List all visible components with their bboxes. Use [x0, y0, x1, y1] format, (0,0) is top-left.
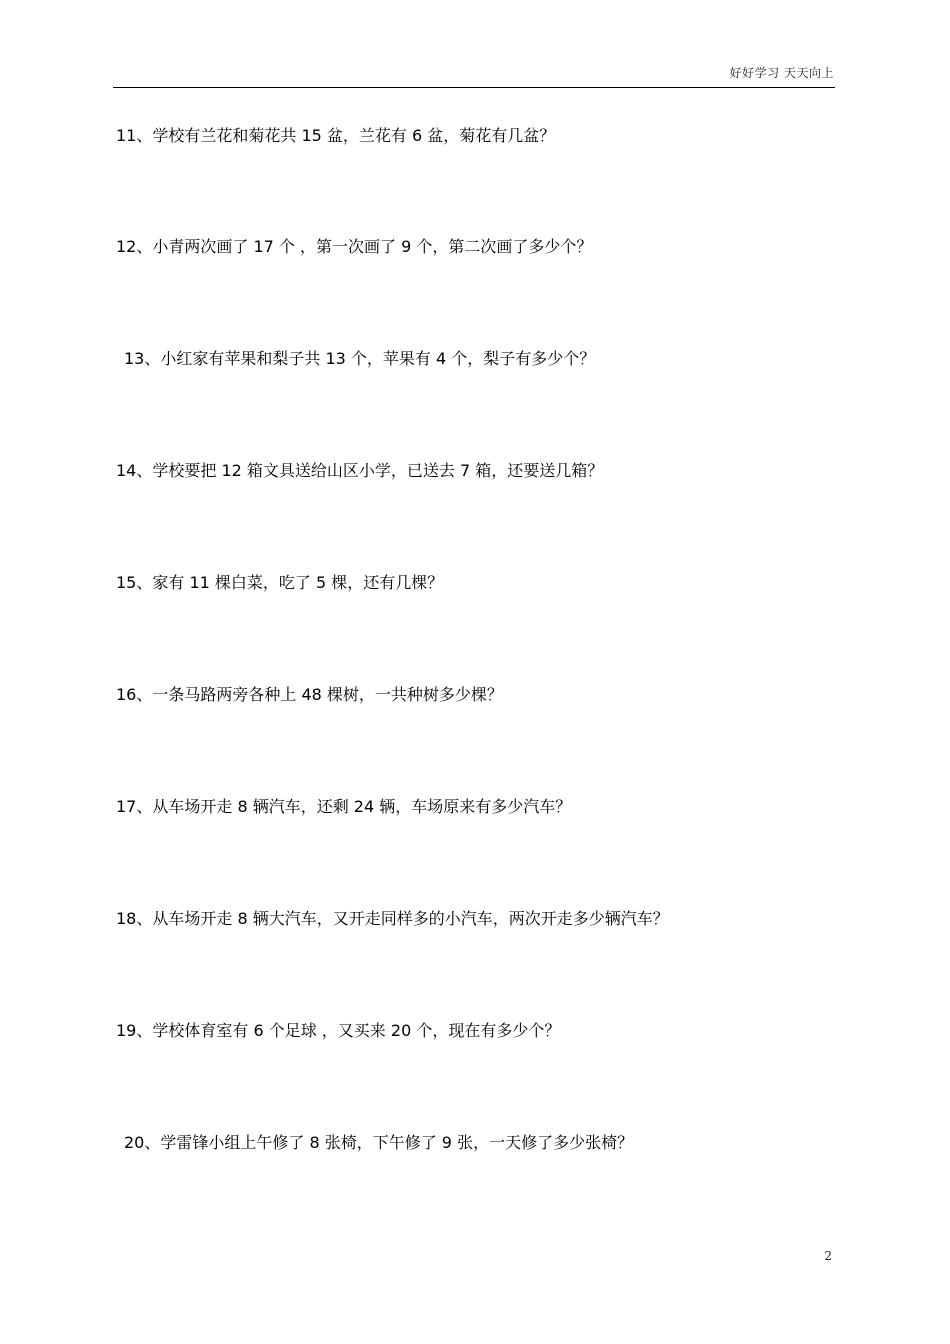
question-12: 12、小青两次画了 17 个 ，第一次画了 9 个，第二次画了多少个？: [116, 237, 593, 256]
question-15: 15、家有 11 棵白菜，吃了 5 棵，还有几棵？: [116, 573, 444, 592]
question-20: 20、学雷锋小组上午修了 8 张椅，下午修了 9 张，一天修了多少张椅？: [124, 1133, 634, 1152]
page-header-text: 好好学习 天天向上: [729, 66, 834, 80]
question-11: 11、学校有兰花和菊花共 15 盆，兰花有 6 盆，菊花有几盆？: [116, 126, 556, 145]
question-16: 16、一条马路两旁各种上 48 棵树，一共种树多少棵？: [116, 685, 503, 704]
question-19: 19、学校体育室有 6 个足球 ，又买来 20 个，现在有多少个？: [116, 1021, 561, 1040]
question-17: 17、从车场开走 8 辆汽车，还剩 24 辆，车场原来有多少汽车？: [116, 797, 572, 816]
question-14: 14、学校要把 12 箱文具送给山区小学，已送去 7 箱，还要送几箱？: [116, 461, 604, 480]
question-13: 13、小红家有苹果和梨子共 13 个，苹果有 4 个，梨子有多少个？: [124, 349, 596, 368]
header-divider: [113, 87, 835, 88]
page-number: 2: [824, 1249, 832, 1263]
question-18: 18、从车场开走 8 辆大汽车，又开走同样多的小汽车，两次开走多少辆汽车？: [116, 909, 669, 928]
